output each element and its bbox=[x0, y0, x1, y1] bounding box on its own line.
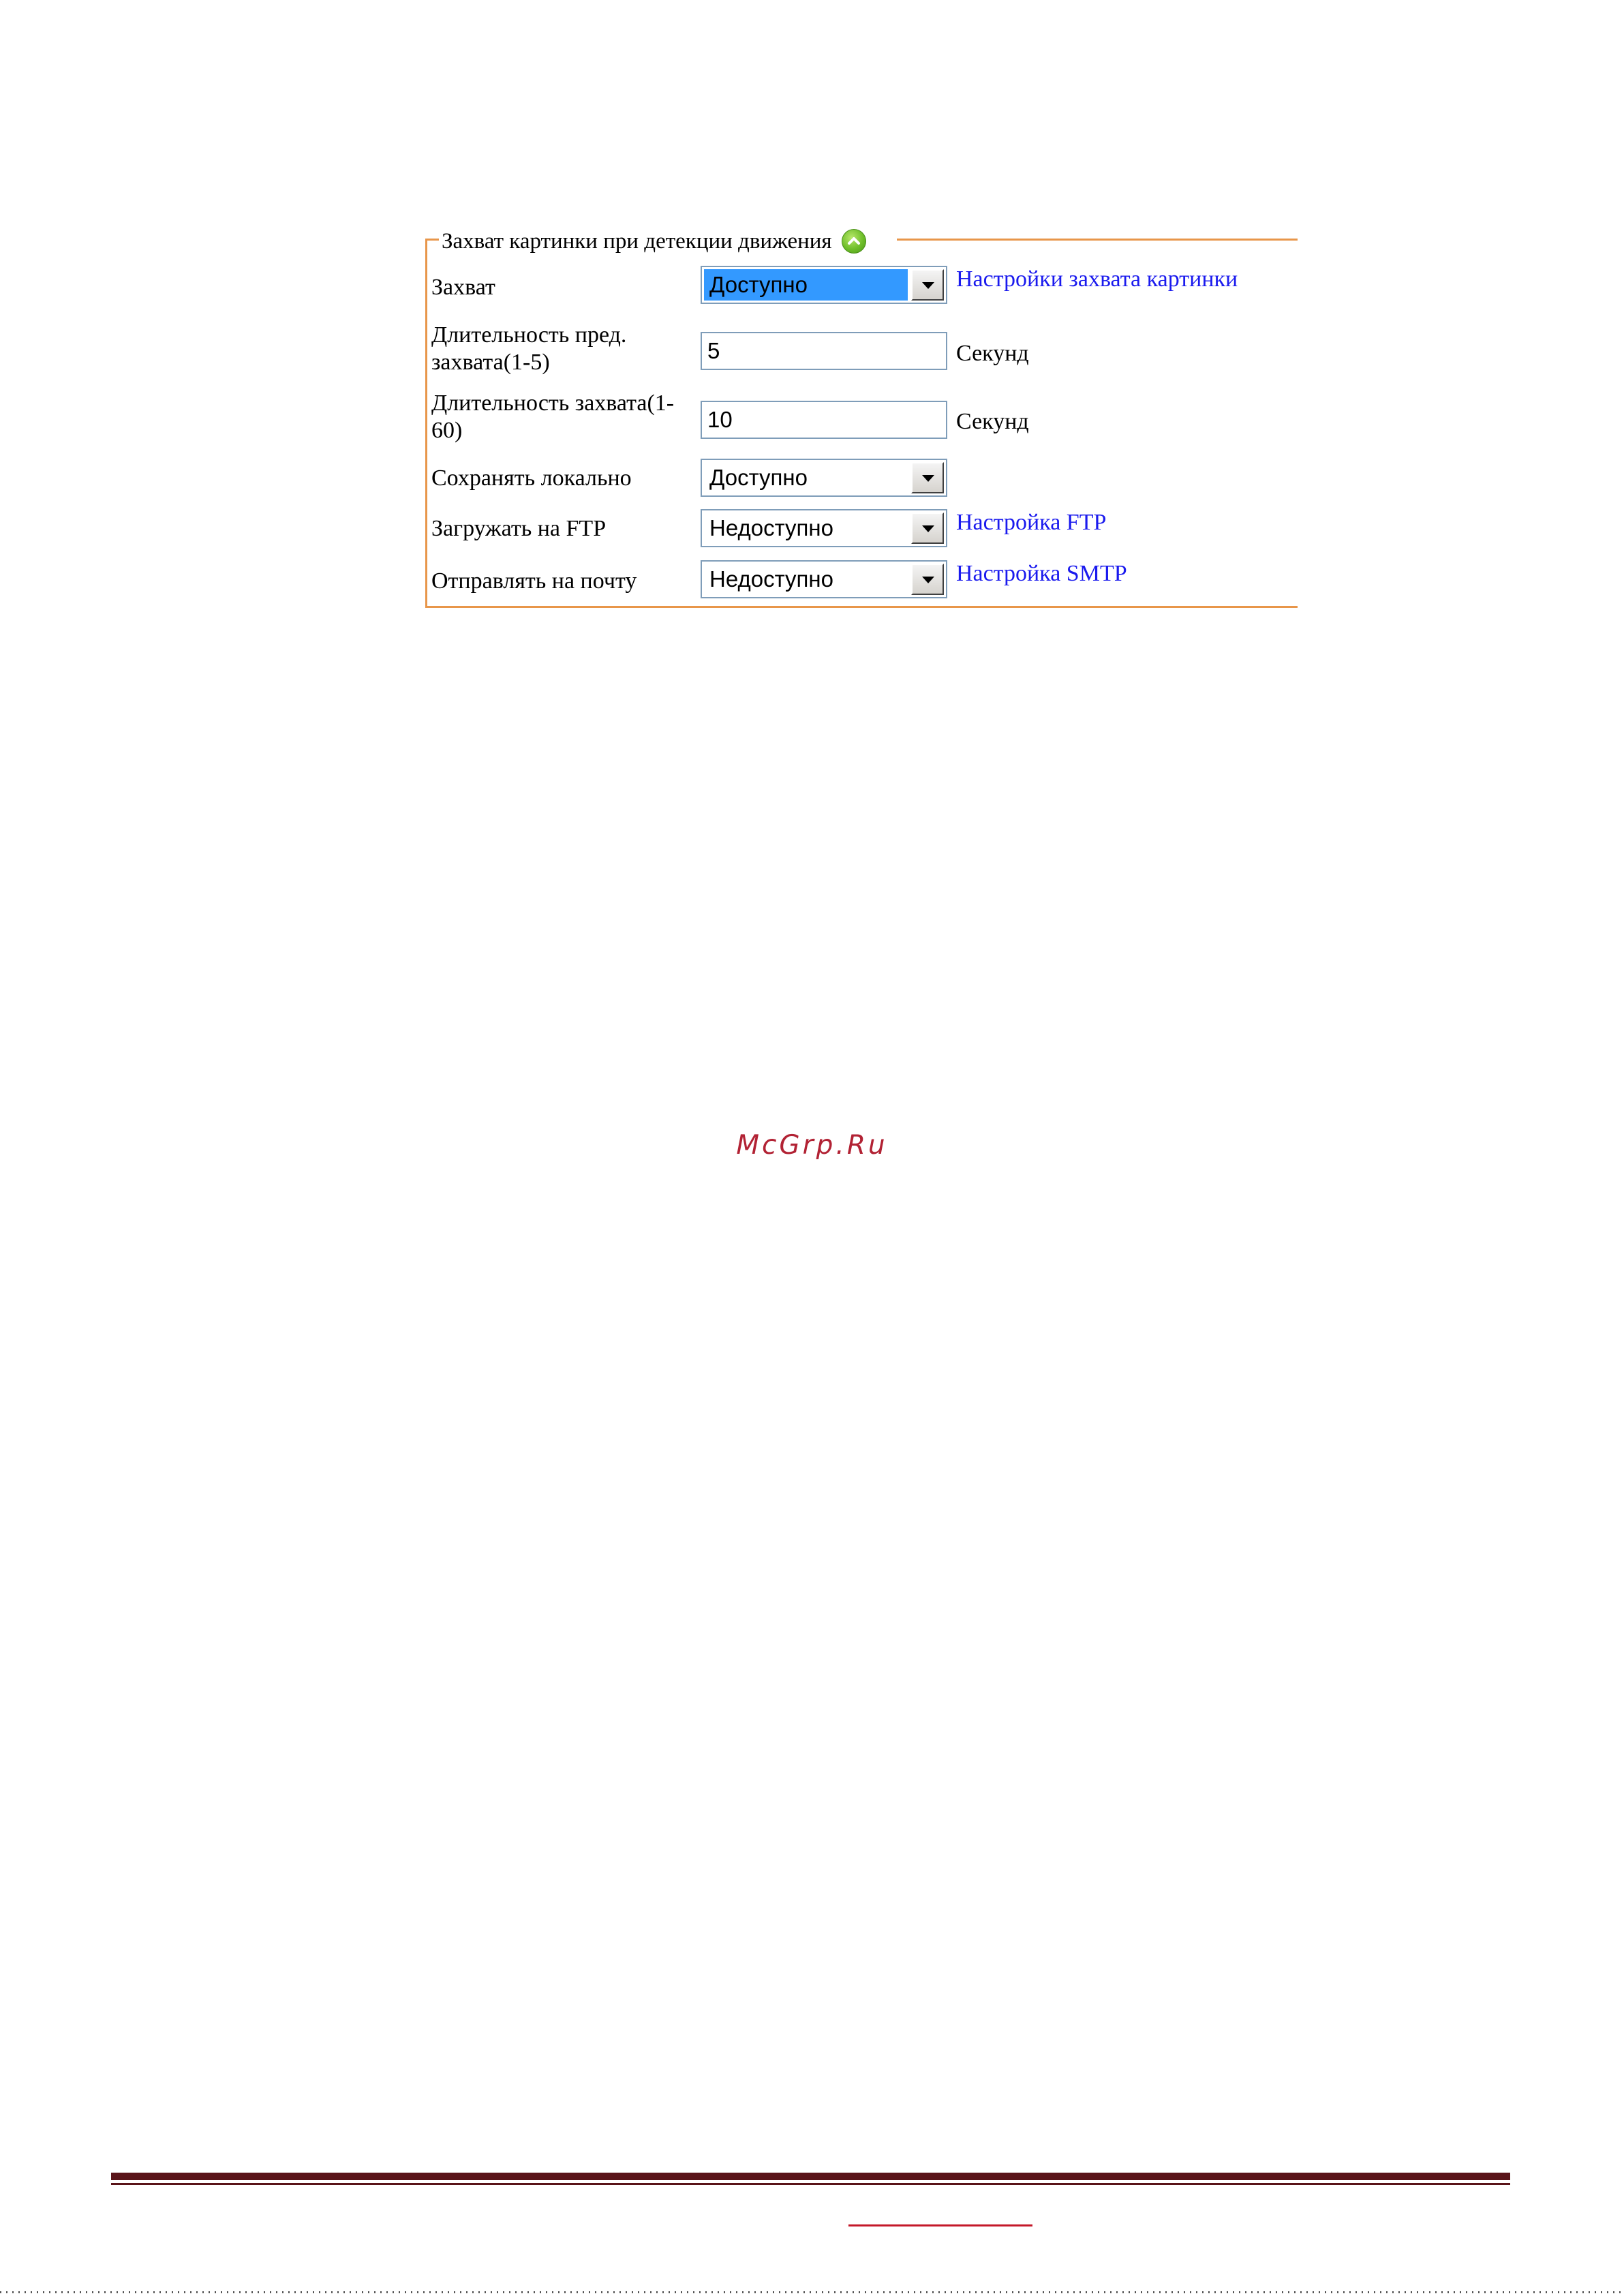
footer-rule-thin bbox=[111, 2183, 1510, 2185]
capture-duration-label-line2: 60) bbox=[431, 418, 463, 443]
panel-title: Захват картинки при детекции движения bbox=[442, 229, 832, 254]
row-send-mail bbox=[431, 560, 1290, 602]
capture-duration-label-line1: Длительность захвата(1- bbox=[431, 391, 675, 416]
save-local-select-value: Доступно bbox=[709, 465, 808, 490]
chevron-down-icon bbox=[922, 475, 934, 482]
upload-ftp-select[interactable] bbox=[701, 509, 947, 547]
upload-ftp-dropdown-button[interactable] bbox=[911, 512, 944, 544]
chevron-down-icon bbox=[922, 525, 934, 532]
upload-ftp-select-value: Недоступно bbox=[709, 515, 833, 540]
smtp-settings-link[interactable]: Настройка SMTP bbox=[956, 561, 1127, 586]
capture-duration-value: 10 bbox=[707, 407, 733, 432]
capture-duration-input[interactable] bbox=[701, 401, 947, 439]
save-local-label: Сохранять локально bbox=[431, 465, 632, 491]
pre-capture-duration-label-line1: Длительность пред. bbox=[431, 322, 627, 348]
pre-capture-duration-value: 5 bbox=[707, 338, 720, 363]
chevron-up-circle-icon[interactable] bbox=[842, 229, 866, 254]
footer-link-underline[interactable] bbox=[848, 2224, 1032, 2226]
chevron-down-icon bbox=[922, 577, 934, 583]
panel-border-top-right bbox=[897, 239, 1298, 241]
footer-rule bbox=[111, 2173, 1510, 2180]
panel-border-top-left bbox=[425, 239, 439, 241]
pre-capture-duration-label bbox=[431, 322, 690, 376]
capture-dropdown-button[interactable] bbox=[911, 269, 944, 301]
panel-legend bbox=[439, 226, 870, 256]
chevron-down-icon bbox=[922, 282, 934, 289]
capture-select[interactable] bbox=[701, 266, 947, 304]
row-capture bbox=[431, 266, 1290, 308]
pre-capture-duration-unit: Секунд bbox=[956, 341, 1029, 366]
send-mail-dropdown-button[interactable] bbox=[911, 564, 944, 595]
capture-label: Захват bbox=[431, 275, 495, 300]
capture-duration-label bbox=[431, 390, 690, 444]
row-capture-duration bbox=[431, 390, 1290, 451]
watermark: McGrp.Ru bbox=[736, 1130, 888, 1161]
row-upload-ftp bbox=[431, 509, 1290, 551]
row-save-local bbox=[431, 459, 1290, 501]
page-bottom-dotted-edge bbox=[0, 2291, 1624, 2293]
pre-capture-duration-label-line2: захвата(1-5) bbox=[431, 350, 550, 375]
save-local-dropdown-button[interactable] bbox=[911, 462, 944, 493]
capture-select-value: Доступно bbox=[704, 269, 908, 301]
row-pre-capture-duration bbox=[431, 322, 1290, 383]
send-mail-select[interactable] bbox=[701, 560, 947, 598]
pre-capture-duration-input[interactable] bbox=[701, 332, 947, 370]
send-mail-label: Отправлять на почту bbox=[431, 568, 637, 594]
ftp-settings-link[interactable]: Настройка FTP bbox=[956, 510, 1107, 535]
send-mail-select-value: Недоступно bbox=[709, 566, 833, 592]
capture-duration-unit: Секунд bbox=[956, 409, 1029, 434]
capture-settings-link[interactable]: Настройки захвата картинки bbox=[956, 266, 1238, 292]
upload-ftp-label: Загружать на FTP bbox=[431, 516, 607, 541]
save-local-select[interactable] bbox=[701, 459, 947, 497]
